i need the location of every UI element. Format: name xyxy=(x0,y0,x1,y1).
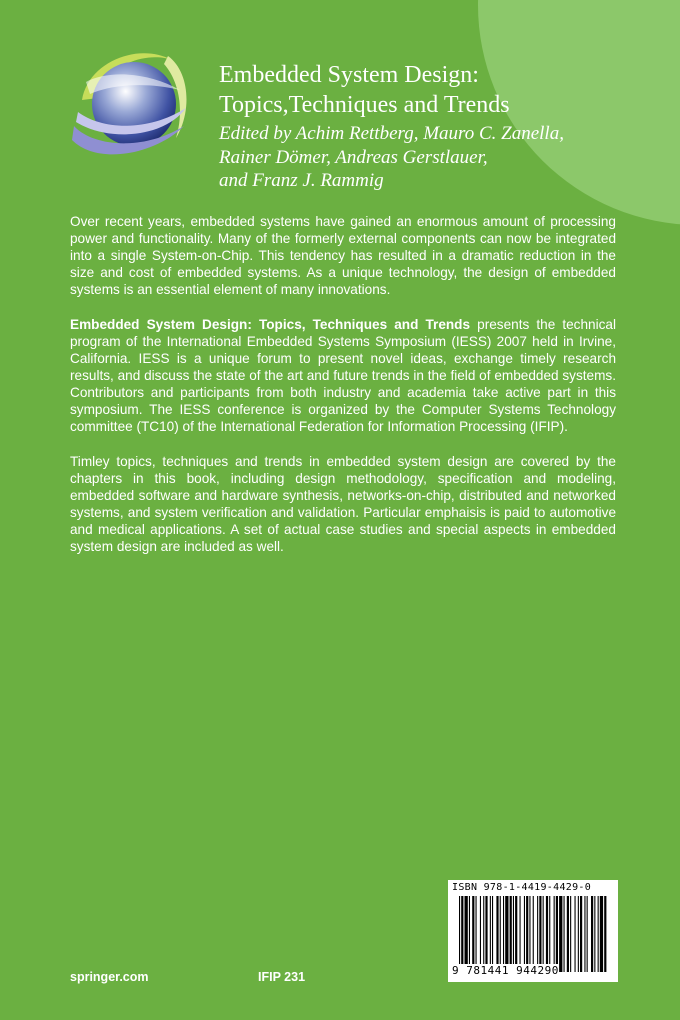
editors-line-3: and Franz J. Rammig xyxy=(219,170,384,191)
paragraph-2-title: Embedded System Design: Topics, Techniques and Trends xyxy=(70,317,471,332)
editors xyxy=(219,122,639,193)
editors-line-2: Rainer Dömer, Andreas Gerstlauer, xyxy=(219,146,488,168)
book-title-line-2: Topics,Techniques and Trends xyxy=(219,92,510,118)
description-text xyxy=(70,213,616,573)
paragraph-2-text: presents the technical program of the International Embedded Systems Symposium (IESS) 2007 held in Irvine, California. IESS is a unique forum to present novel ideas, exchange timely research results, and discuss the state of the art and future trends in the field of embedded systems. Contributors and participants from both industry and academia take active part in this symposium. The IESS conference is organized by the Computer Systems Technology committee (TC10) of the International Federation for Information Processing (IFIP). xyxy=(70,317,616,434)
paragraph-2 xyxy=(70,316,616,435)
paragraph-1: Over recent years, embedded systems have gained an enormous amount of processing power and functionality. Many of the formerly external components can now be integrated into a single System-on-Chip. This tendency has resulted in a dramatic reduction in the size and cost of embedded systems. As a unique technology, the design of embedded systems is an essential element of many innovations. xyxy=(70,214,616,297)
book-title-line-1: Embedded System Design: xyxy=(219,62,479,88)
isbn-barcode xyxy=(448,880,618,982)
editors-line-1: Edited by Achim Rettberg, Mauro C. Zanella, xyxy=(219,123,564,144)
title-block xyxy=(219,60,639,193)
paragraph-3: Timley topics, techniques and trends in embedded system design are covered by the chapters in this book, including design methodology, specification and modeling, embedded software and hardware synthesis, networks-on-chip, distributed and networked systems, and system verification and validation. Particular emphaisis is paid to automotive and medical applications. A set of actual case studies and special aspects in embedded system design are included as well. xyxy=(70,454,616,554)
barcode-digits: 9 781441 944290 xyxy=(452,964,559,977)
series-label: IFIP 231 xyxy=(258,970,306,984)
barcode-bars xyxy=(459,896,607,972)
globe-swirl-logo xyxy=(68,42,194,168)
publisher-url[interactable]: springer.com xyxy=(70,970,149,984)
isbn-label: ISBN 978-1-4419-4429-0 xyxy=(452,882,592,893)
